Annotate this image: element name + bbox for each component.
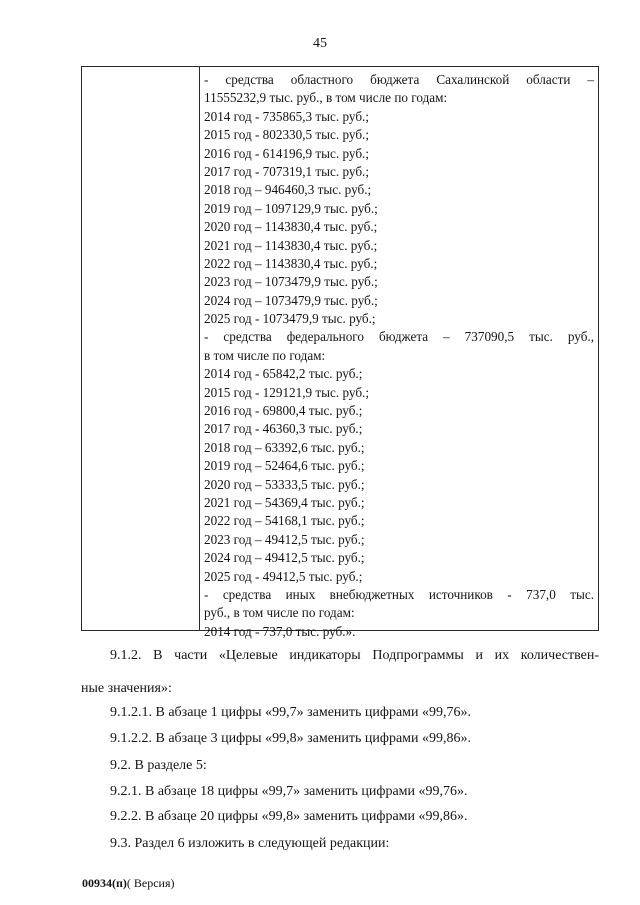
table-cell-line: 2017 год - 707319,1 тыс. руб.; bbox=[204, 163, 369, 179]
table-cell-line: 2016 год - 614196,9 тыс. руб.; bbox=[204, 145, 369, 161]
table-cell-line: 2017 год - 46360,3 тыс. руб.; bbox=[204, 421, 363, 437]
table-cell-line: 2018 год – 63392,6 тыс. руб.; bbox=[204, 439, 365, 455]
table-cell-line: руб., в том числе по годам: bbox=[204, 605, 355, 621]
table-cell-line: 2016 год - 69800,4 тыс. руб.; bbox=[204, 403, 363, 419]
table-cell-line: 2014 год - 65842,2 тыс. руб.; bbox=[204, 366, 363, 382]
table-cell-line: 2020 год – 53333,5 тыс. руб.; bbox=[204, 476, 365, 492]
table-cell-line: 2021 год – 1143830,4 тыс. руб.; bbox=[204, 237, 378, 253]
table-cell-line: 2021 год – 54369,4 тыс. руб.; bbox=[204, 494, 365, 510]
table-cell-line: - средства иных внебюджетных источников - 737,0 тыс. bbox=[204, 586, 594, 602]
table-cell-line: 2015 год - 802330,5 тыс. руб.; bbox=[204, 127, 369, 143]
paragraph-9-1-2-1: 9.1.2.1. В абзаце 1 цифры «99,7» заменить цифрами «99,76». bbox=[110, 705, 472, 720]
table-cell-line: 2020 год – 1143830,4 тыс. руб.; bbox=[204, 219, 378, 235]
funding-table-cell bbox=[204, 71, 594, 641]
funding-table bbox=[81, 66, 599, 639]
table-cell-line: 2024 год – 1073479,9 тыс. руб.; bbox=[204, 292, 378, 308]
table-cell-line: 2022 год – 1143830,4 тыс. руб.; bbox=[204, 255, 378, 271]
document-code: 00934(п) bbox=[82, 876, 127, 890]
table-cell-line: 2025 год - 1073479,9 тыс. руб.; bbox=[204, 311, 376, 327]
table-cell-line: 2019 год – 52464,6 тыс. руб.; bbox=[204, 458, 365, 474]
table-cell-line: 2024 год – 49412,5 тыс. руб.; bbox=[204, 550, 365, 566]
document-version: ( Версия) bbox=[126, 876, 175, 890]
paragraph-9-1-2-2: 9.1.2.2. В абзаце 3 цифры «99,8» заменить цифрами «99,86». bbox=[110, 731, 472, 746]
paragraph-9-2-1: 9.2.1. В абзаце 18 цифры «99,7» заменить цифрами «99,76». bbox=[110, 784, 468, 799]
table-cell-line: 2015 год - 129121,9 тыс. руб.; bbox=[204, 384, 369, 400]
table-column-divider bbox=[199, 67, 200, 630]
table-cell-line: 2023 год – 49412,5 тыс. руб.; bbox=[204, 531, 365, 547]
table-cell-line: 2023 год – 1073479,9 тыс. руб.; bbox=[204, 274, 378, 290]
paragraph-9-1-2: 9.1.2. В части «Целевые индикаторы Подпрограммы и их количествен- bbox=[110, 648, 599, 663]
page-number: 45 bbox=[313, 36, 327, 51]
paragraph-9-2-2: 9.2.2. В абзаце 20 цифры «99,8» заменить цифрами «99,86». bbox=[110, 809, 468, 824]
table-cell-line: 2025 год - 49412,5 тыс. руб.; bbox=[204, 568, 363, 584]
paragraph-9-3: 9.3. Раздел 6 изложить в следующей редакции: bbox=[110, 836, 390, 851]
table-cell-line: 2018 год – 946460,3 тыс. руб.; bbox=[204, 182, 372, 198]
document-footer bbox=[82, 876, 175, 891]
table-cell-line: 2019 год – 1097129,9 тыс. руб.; bbox=[204, 200, 378, 216]
table-cell-line: 2014 год - 735865,3 тыс. руб.; bbox=[204, 108, 369, 124]
table-cell-line: 2022 год – 54168,1 тыс. руб.; bbox=[204, 513, 365, 529]
table-cell-line: - средства федерального бюджета – 737090,5 тыс. руб., bbox=[204, 329, 594, 345]
table-cell-line: 2014 год - 737,0 тыс. руб.». bbox=[204, 623, 356, 639]
table-cell-line: - средства областного бюджета Сахалинской области – bbox=[204, 72, 594, 87]
paragraph-9-1-2-continuation: ные значения»: bbox=[81, 681, 172, 696]
table-cell-line: 11555232,9 тыс. руб., в том числе по годам: bbox=[204, 90, 448, 106]
paragraph-9-2: 9.2. В разделе 5: bbox=[110, 758, 207, 773]
table-cell-line: в том числе по годам: bbox=[204, 347, 326, 363]
